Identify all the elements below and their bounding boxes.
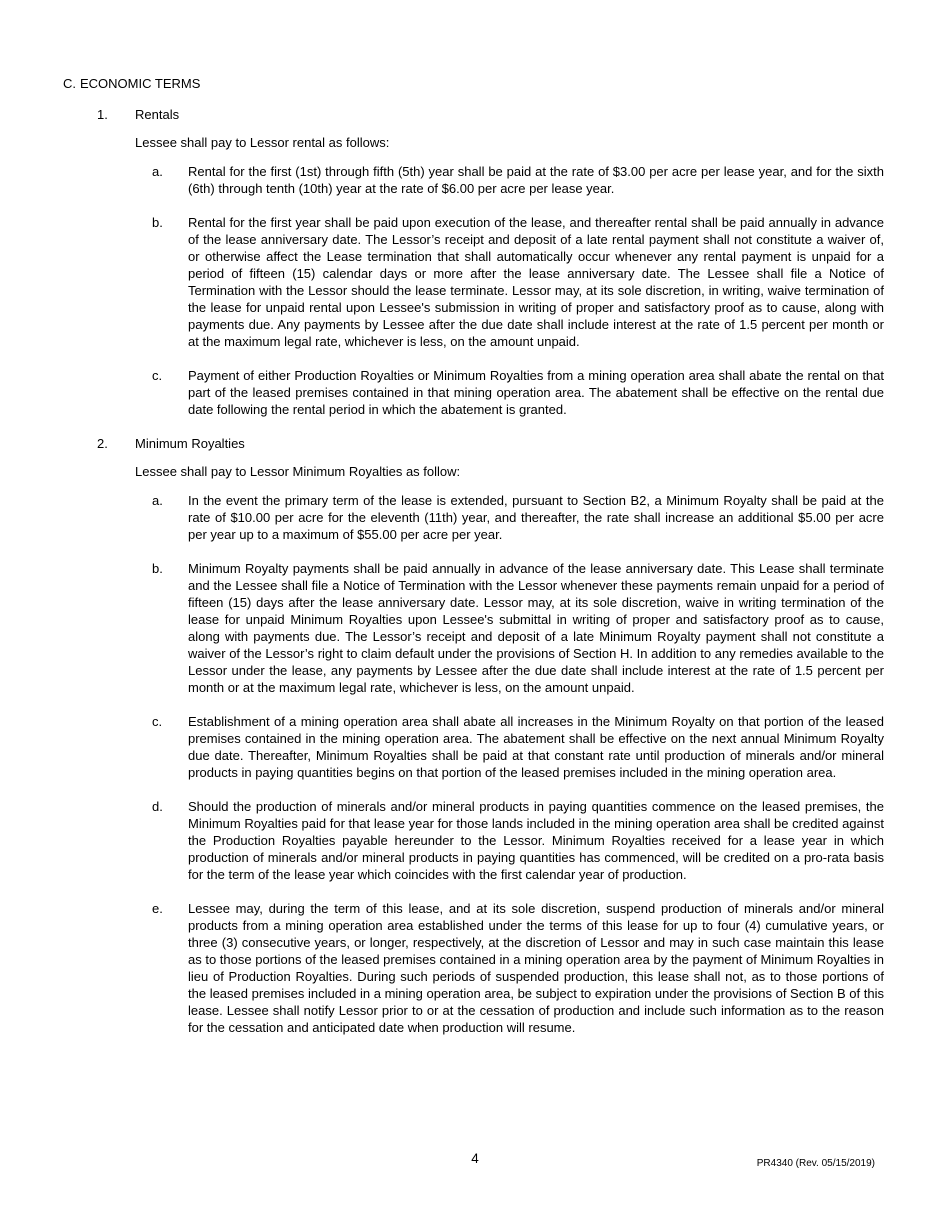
section-heading-title: ECONOMIC TERMS — [80, 76, 201, 91]
document-content — [63, 75, 884, 1036]
clause-letter: e. — [152, 901, 163, 916]
form-reference: PR4340 (Rev. 05/15/2019) — [756, 1158, 875, 1169]
clause-2d — [152, 798, 884, 883]
clause-letter: b. — [152, 215, 163, 230]
subsection-number: 1. — [97, 107, 108, 122]
clause-letter: c. — [152, 368, 163, 383]
clause-text: Should the production of minerals and/or mineral products in paying quantities commence on the leased premises, the Minimum Royalties paid for that lease year for those lands included in the mining operation area shall be credited against the Production Royalties payable hereunder to the Lessor. Minimum Royalties received for a lease year in which production of minerals and/or mineral products in paying quantities has commenced, will be credited on a pro-rata basis for the term of the lease year which coincides with the first calendar year of production. — [188, 799, 884, 882]
subsection-number: 2. — [97, 436, 108, 451]
clause-1c — [152, 367, 884, 418]
clause-letter: b. — [152, 561, 163, 576]
page-number: 4 — [471, 1151, 479, 1166]
clause-2b — [152, 560, 884, 696]
clause-1b — [152, 214, 884, 350]
clause-letter: c. — [152, 714, 163, 729]
subsection-title-text: Rentals — [135, 107, 180, 122]
section-heading — [63, 75, 884, 92]
clause-text: In the event the primary term of the lease is extended, pursuant to Section B2, a Minimum Royalty shall be paid at the rate of $10.00 per acre for the eleventh (11th) year, and thereafter, the rate shall increase an additional $5.00 per acre per year up to a maximum of $55.00 per acre per year. — [188, 493, 884, 542]
clause-text: Minimum Royalty payments shall be paid annually in advance of the lease anniversary date. This Lease shall terminate and the Lessee shall file a Notice of Termination with the Lessor whenever these payments remain unpaid for a period of fifteen (15) days after the lease anniversary date. Lessor may, at its sole discretion, waive in writing termination of the lease for unpaid Minimum Royalties upon Lessee's submittal in writing of proper and satisfactory proof as to cause, along with payments due. The Lessor’s receipt and deposit of a late Minimum Royalty payment shall not constitute a waiver of the Lessor’s right to claim default under the provisions of Section H. In addition to any remedies available to the Lessor under the lease, any payments by Lessee after the due date shall include interest at the rate of 1.5 percent per month or at the maximum legal rate, whichever is less, on the amount unpaid. — [188, 561, 884, 695]
clause-text: Payment of either Production Royalties or Minimum Royalties from a mining operation area shall abate the rental on that part of the leased premises contained in that mining operation area. The abatement shall be effective on the rental due date following the rental period in which the abatement is granted. — [188, 368, 884, 417]
clause-text: Rental for the first year shall be paid upon execution of the lease, and thereafter rental shall be paid annually in advance of the lease anniversary date. The Lessor’s receipt and deposit of a late rental payment shall not constitute a waiver of, or otherwise affect the Lease termination that shall automatically occur whenever any rental payment is unpaid for a period of fifteen (15) calendar days or more after the lease anniversary date. The Lessee shall file a Notice of Termination with the Lessor should the lease terminate. Lessor may, at its sole discretion, in writing, waive termination of the lease for unpaid rental upon Lessee's submission in writing of proper and satisfactory proof as to cause, along with payments due. Any payments by Lessee after the due date shall include interest at the rate of 1.5 percent per month or at the maximum legal rate, whichever is less, on the amount unpaid. — [188, 215, 884, 349]
subsection-minimum-royalties-title — [97, 435, 884, 452]
subsection-rentals-title — [97, 106, 884, 123]
clause-2e — [152, 900, 884, 1036]
clause-text: Lessee may, during the term of this lease, and at its sole discretion, suspend production of minerals and/or mineral products from a mining operation area established under the terms of this lease for up to four (4) cumulative years, or three (3) consecutive years, or longer, respectively, at the discretion of Lessor and may in such case maintain this lease as to those portions of the leased premises contained in a mining operation area by the payment of Minimum Royalties in lieu of Production Royalties. During such periods of suspended production, this lease shall not, as to those portions of the leased premises included in a mining operation area, be subject to expiration under the provisions of Section B of this lease. Lessee shall notify Lessor prior to or at the cessation of production and include such information as to the reason for the cessation and anticipated date when production will resume. — [188, 901, 884, 1035]
section-heading-letter: C. — [63, 76, 76, 91]
clause-2a — [152, 492, 884, 543]
subsection-minimum-royalties-intro: Lessee shall pay to Lessor Minimum Royalties as follow: — [135, 464, 461, 479]
clause-letter: d. — [152, 799, 163, 814]
clause-letter: a. — [152, 493, 163, 508]
clause-2c — [152, 713, 884, 781]
clause-letter: a. — [152, 164, 163, 179]
clause-text: Establishment of a mining operation area shall abate all increases in the Minimum Royalty on that portion of the leased premises contained in the mining operation area. The abatement shall be effective on the next annual Minimum Royalty due date. Thereafter, Minimum Royalties shall be paid at that constant rate until production of minerals and/or mineral products in paying quantities begins on that portion of the leased premises included in the mining operation area. — [188, 714, 884, 780]
clause-1a — [152, 163, 884, 197]
subsection-rentals-intro: Lessee shall pay to Lessor rental as follows: — [135, 135, 390, 150]
subsection-title-text: Minimum Royalties — [135, 436, 245, 451]
clause-text: Rental for the first (1st) through fifth (5th) year shall be paid at the rate of $3.00 per acre per lease year, and for the sixth (6th) through tenth (10th) year at the rate of $6.00 per acre per lease year. — [188, 164, 884, 196]
